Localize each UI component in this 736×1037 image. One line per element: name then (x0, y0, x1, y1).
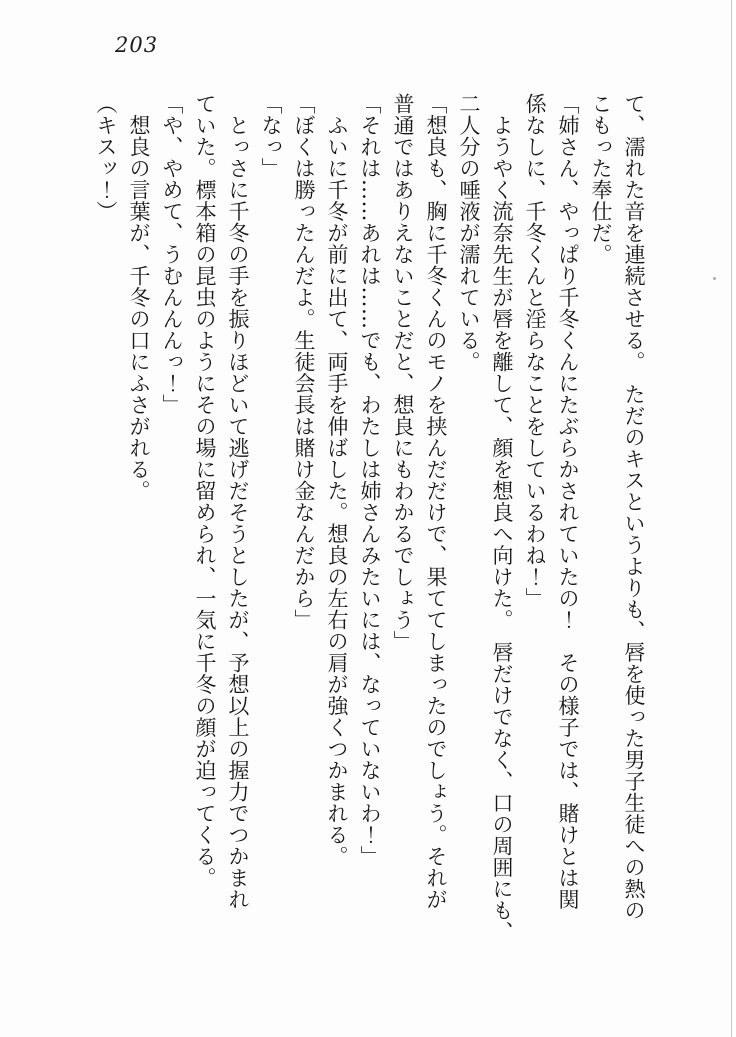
scan-artifact-dot (713, 277, 716, 280)
text-line: 「姉さん、やっぱり千冬くんにたぶらかされていたの！ その様子では、賭けとは関 (556, 93, 580, 910)
text-line: 二人分の唾液が濡れている。 (457, 93, 481, 373)
text-line: 「ぼくは勝ったんだよ。生徒会長は賭け金なんだから」 (292, 93, 316, 631)
text-line: 「それは……あれは……でも、わたしは姉さんみたいには、なっていないわ！」 (358, 93, 382, 867)
text-line: こもった奉仕だ。 (589, 93, 613, 265)
page-number: 203 (115, 33, 159, 57)
text-line: 「なっ」 (259, 93, 283, 179)
page-edge-line (731, 0, 732, 1037)
text-line: 「想良も、胸に千冬くんのモノを挟んだだけで、果ててしまったのでしょう。それが (424, 93, 448, 910)
text-line: ふいに千冬が前に出て、両手を伸ばした。想良の左右の肩が強くつかまれる。 (325, 93, 349, 867)
text-line: とっさに千冬の手を振りほどいて逃げだそうとしたが、予想以上の握力でつかまれ (226, 93, 250, 910)
text-line: 「や、やめて、うむんんんっ！」 (160, 93, 184, 416)
text-line: 想良の言葉が、千冬の口にふさがれる。 (127, 93, 151, 502)
text-line: （キスッ！） (94, 93, 118, 222)
text-line: 係なしに、千冬くんと淫らなことをしているわね！」 (523, 93, 547, 609)
text-line: て、濡れた音を連続させる。 ただのキスというよりも、唇を使った男子生徒への熱の (622, 93, 646, 921)
text-line: ようやく流奈先生が唇を離して、顔を想良へ向けた。 唇だけでなく、口の周囲にも、 (490, 93, 514, 943)
text-line: ていた。標本箱の昆虫のようにその場に留められ、一気に千冬の顔が迫ってくる。 (193, 93, 217, 889)
text-line: 普通ではありえないことだと、想良にもわかるでしょう」 (391, 93, 415, 652)
novel-text-block (89, 93, 650, 943)
